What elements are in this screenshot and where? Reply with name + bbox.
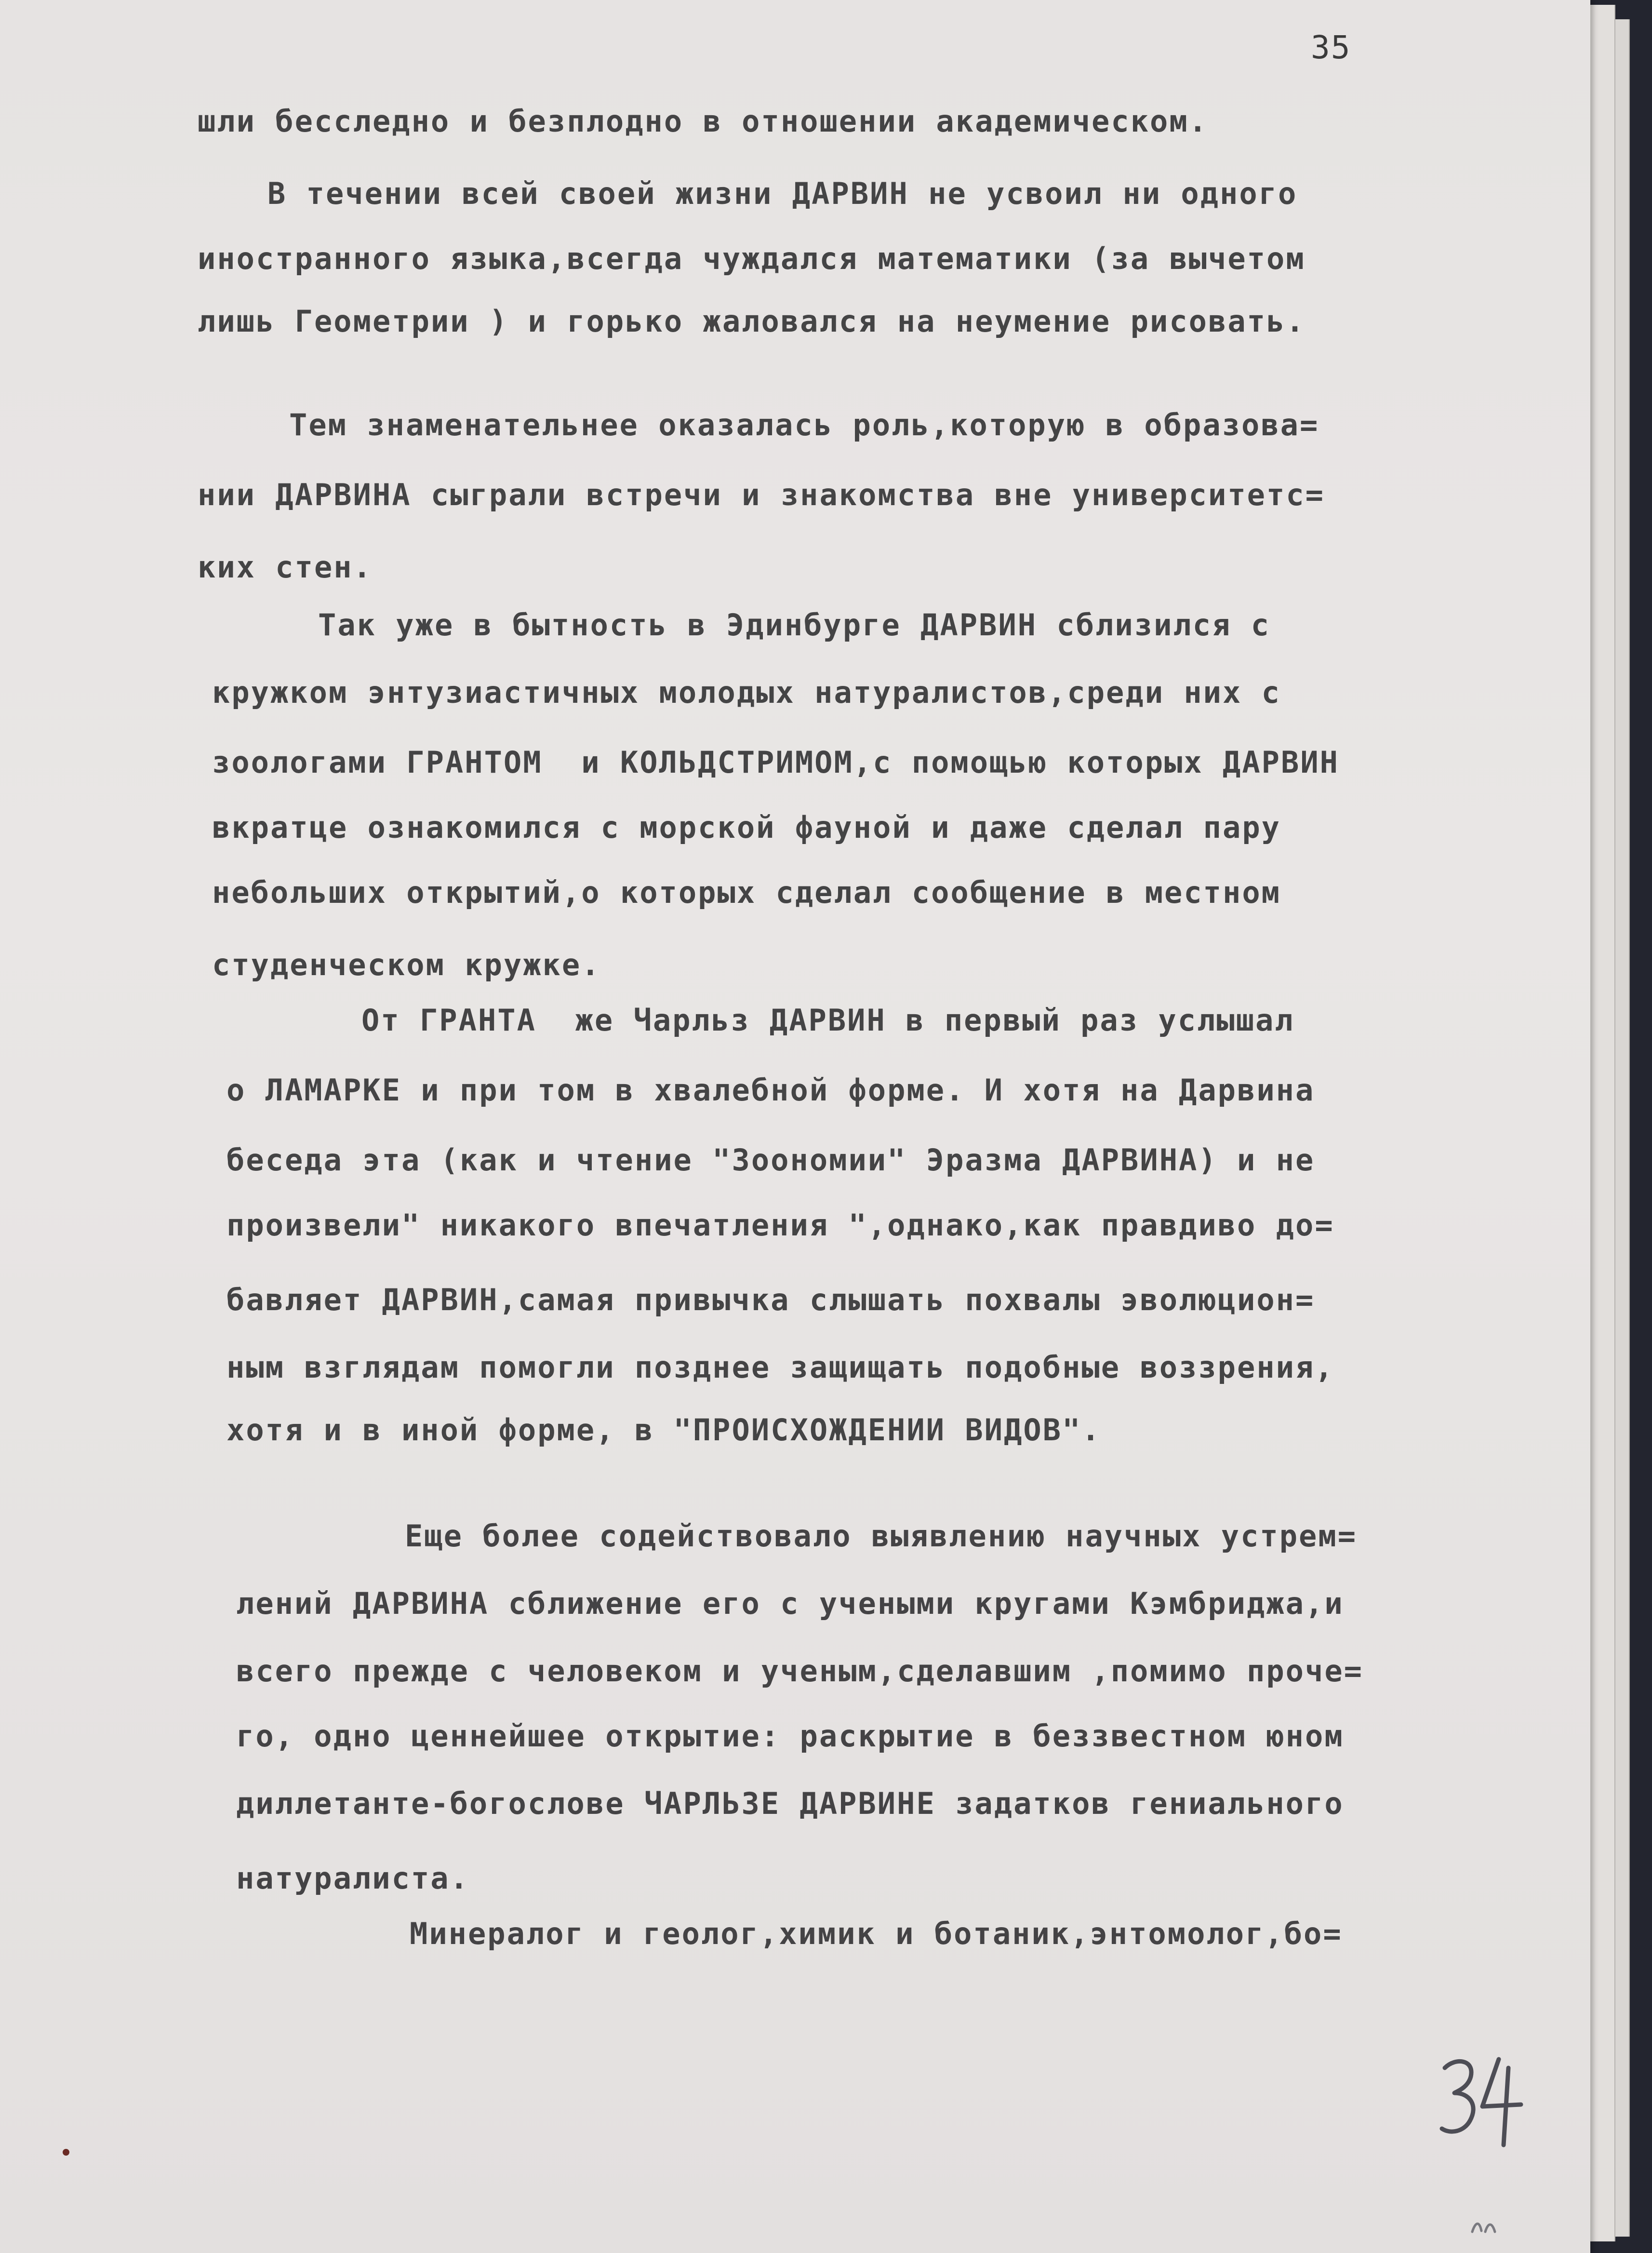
text-line: лений ДАРВИНА сближение его с учеными кругами Кэмбриджа,и <box>236 1586 1344 1621</box>
text-line: Тем знаменательнее оказалась роль,которую в образова= <box>289 407 1319 443</box>
text-line: диллетанте-богослове ЧАРЛЬЗЕ ДАРВИНЕ задатков гениального <box>236 1786 1344 1821</box>
text-line: о ЛАМАРКЕ и при том в хвалебной форме. И хотя на Дарвина <box>226 1073 1315 1108</box>
text-line: ких стен. <box>198 550 373 585</box>
text-line: От ГРАНТА же Чарльз ДАРВИН в первый раз услышал <box>361 1003 1294 1038</box>
text-line: натуралиста. <box>236 1861 469 1896</box>
text-line: кружком энтузиастичных молодых натуралистов,среди них с <box>212 675 1281 710</box>
text-line: го, одно ценнейшее открытие: раскрытие в беззвестном юном <box>236 1718 1344 1754</box>
text-line: произвели" никакого впечатления ",однако,как правдиво до= <box>226 1207 1334 1243</box>
ink-dot <box>63 2149 69 2156</box>
text-line: студенческом кружке. <box>212 947 601 982</box>
text-line: Минералог и геолог,химик и ботаник,энтомолог,бо= <box>410 1916 1343 1951</box>
text-line: всего прежде с человеком и ученым,сделавшим ,помимо проче= <box>236 1653 1363 1689</box>
text-line: беседа эта (как и чтение "Зоономии" Эразма ДАРВИНА) и не <box>226 1142 1315 1178</box>
text-line: шли бесследно и безплодно в отношении академическом. <box>198 104 1209 139</box>
edge-pencil-mark <box>1470 2217 1504 2237</box>
text-line: хотя и в иной форме, в "ПРОИСХОЖДЕНИИ ВИДОВ". <box>226 1412 1101 1448</box>
handwritten-page-mark <box>1436 2049 1532 2155</box>
text-line: небольших открытий,о которых сделал сообщение в местном <box>212 875 1281 910</box>
text-line: зоологами ГРАНТОМ и КОЛЬДСТРИМОМ,с помощью которых ДАРВИН <box>212 745 1339 780</box>
text-line: В течении всей своей жизни ДАРВИН не усвоил ни одного <box>267 176 1298 211</box>
page-number: 35 <box>1311 29 1351 66</box>
text-line: ным взглядам помогли позднее защищать подобные воззрения, <box>226 1350 1334 1385</box>
text-line: лишь Геометрии ) и горько жаловался на неумение рисовать. <box>198 304 1306 339</box>
text-line: вкратце ознакомился с морской фауной и даже сделал пару <box>212 810 1281 845</box>
text-line: иностранного языка,всегда чуждался математики (за вычетом <box>198 241 1306 276</box>
text-line: Еще более содействовало выявлению научных устрем= <box>405 1518 1358 1554</box>
text-line: нии ДАРВИНА сыграли встречи и знакомства вне университетс= <box>198 477 1325 512</box>
text-line: бавляет ДАРВИН,самая привычка слышать похвалы эволюцион= <box>226 1282 1315 1317</box>
text-line: Так уже в бытность в Эдинбурге ДАРВИН сблизился с <box>318 607 1271 643</box>
